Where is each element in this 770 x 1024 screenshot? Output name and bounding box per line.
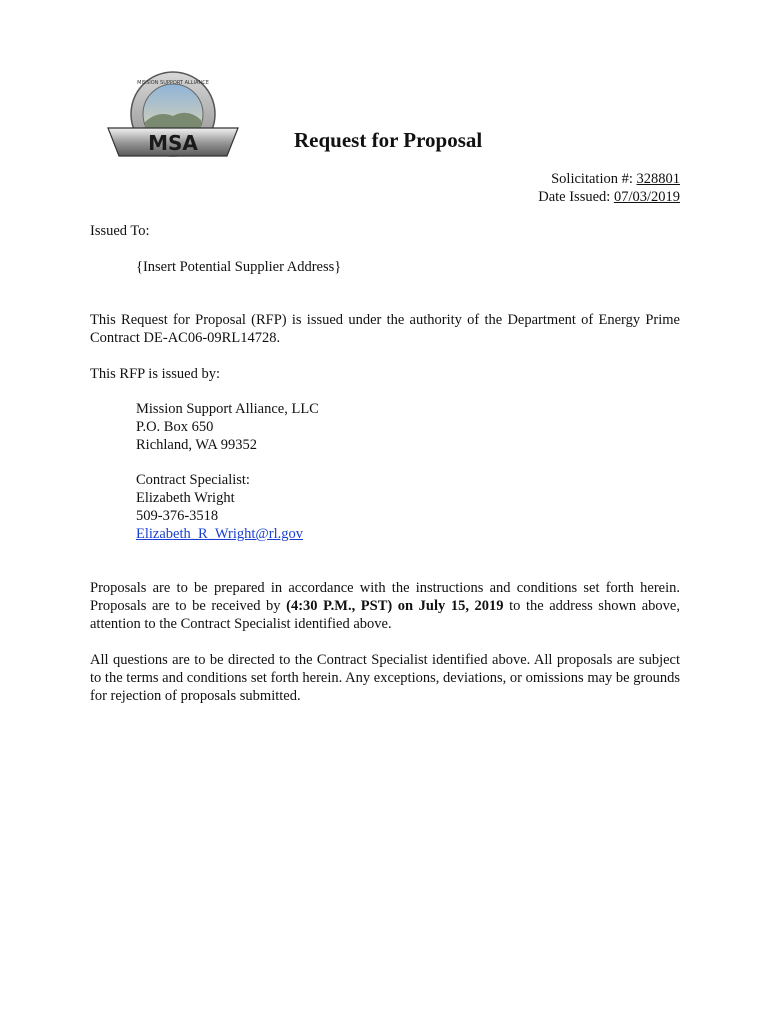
issuer-address xyxy=(136,400,319,454)
issuer-city: Richland, WA 99352 xyxy=(136,437,257,453)
issued-by-label: This RFP is issued by: xyxy=(90,366,220,382)
issued-to-label: Issued To: xyxy=(90,223,150,239)
logo-ring-text: MISSION SUPPORT ALLIANCE xyxy=(137,80,209,86)
solicitation-number: 328801 xyxy=(636,171,680,187)
solicitation-line xyxy=(538,170,680,188)
date-issued-line xyxy=(538,188,680,206)
msa-logo xyxy=(103,70,243,168)
supplier-address-placeholder: {Insert Potential Supplier Address} xyxy=(136,259,342,275)
contact-phone: 509-376-3518 xyxy=(136,508,219,524)
proposals-text-2: to the address shown above, attention to the Contract Specialist identified above. xyxy=(90,598,680,632)
proposal-deadline: (4:30 P.M., PST) on July 15, 2019 xyxy=(286,598,504,614)
contact-role: Contract Specialist: xyxy=(136,472,250,488)
contact-email-link[interactable]: Elizabeth_R_Wright@rl.gov xyxy=(136,526,303,542)
authority-paragraph: This Request for Proposal (RFP) is issued under the authority of the Department of Energy Prime Contract DE-AC06-09RL14728. xyxy=(90,312,680,346)
proposals-text-1: Proposals are to be prepared in accordance with the instructions and conditions set forth herein. Proposals are to be received by xyxy=(90,580,680,614)
logo-wordmark: MSA xyxy=(148,131,198,155)
page-title: Request for Proposal xyxy=(294,128,483,152)
date-issued-label: Date Issued: xyxy=(538,189,614,205)
solicitation-label: Solicitation #: xyxy=(551,171,637,187)
contact-name: Elizabeth Wright xyxy=(136,490,235,506)
contract-specialist-block xyxy=(136,471,303,543)
questions-paragraph: All questions are to be directed to the Contract Specialist identified above. All proposals are subject to the terms and conditions set forth herein. Any exceptions, deviations, or omissions may be grounds for rejection of proposals submitted. xyxy=(90,652,680,704)
solicitation-info xyxy=(538,170,680,206)
date-issued-value: 07/03/2019 xyxy=(613,189,680,205)
issuer-po-box: P.O. Box 650 xyxy=(136,419,214,435)
issuer-org: Mission Support Alliance, LLC xyxy=(136,401,319,417)
proposals-paragraph xyxy=(90,579,680,633)
